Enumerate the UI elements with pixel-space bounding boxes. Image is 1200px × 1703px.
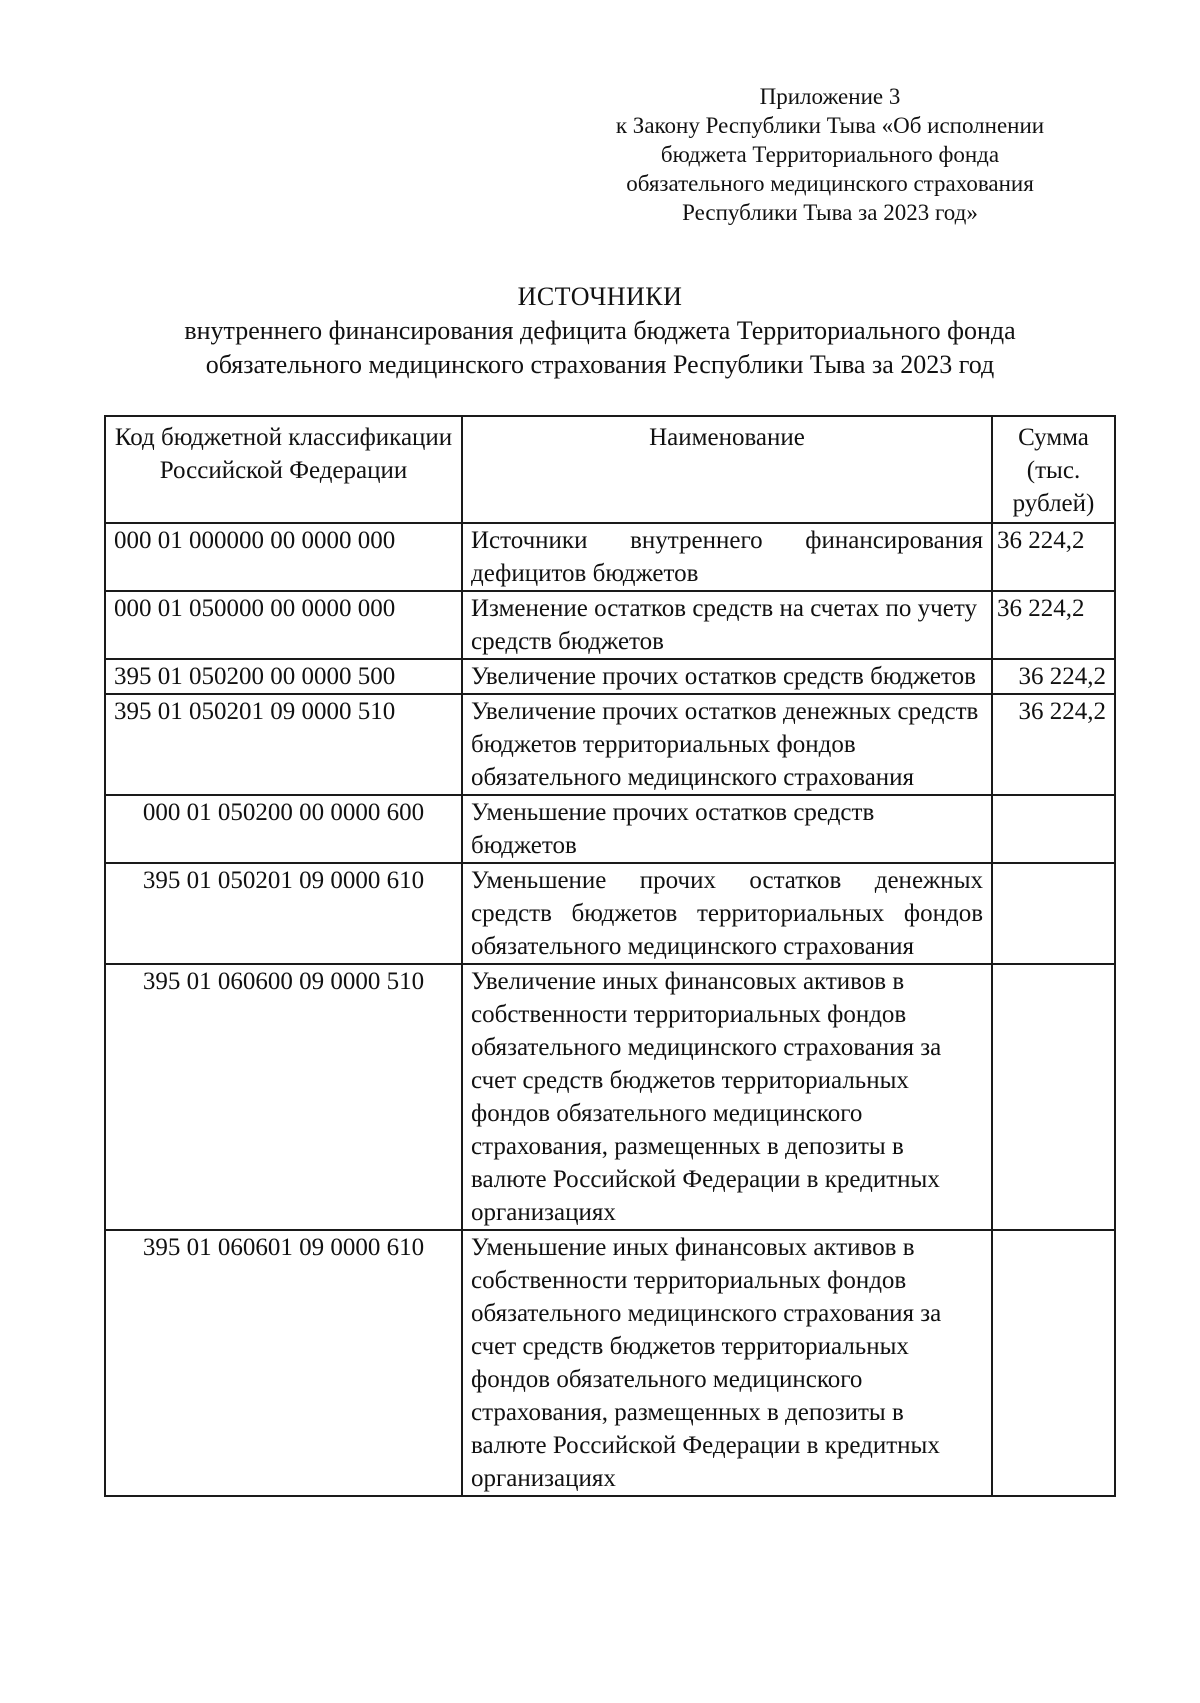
appendix-line: обязательного медицинского страхования [626, 171, 1034, 196]
row-name: Изменение остатков средств на счетах по учету средств бюджетов [462, 591, 992, 659]
appendix-line: бюджета Территориального фонда [660, 142, 1000, 167]
row-code: 395 01 060601 09 0000 610 [105, 1230, 462, 1496]
financing-sources-table [104, 415, 1116, 1497]
row-code: 395 01 050200 00 0000 500 [105, 659, 462, 694]
table-row [105, 694, 1115, 795]
row-name: Уменьшение иных финансовых активов в собственности территориальных фондов обязательного медицинского страхования за счет средств бюджетов территориальных фондов обязательного медицинского страхования, размещенных в депозиты в валюте Российской Федерации в кредитных организациях [462, 1230, 992, 1496]
table-row [105, 964, 1115, 1230]
row-sum [992, 795, 1115, 863]
appendix-line: к Закону Республики Тыва «Об исполнении [615, 113, 1045, 138]
title-main: ИСТОЧНИКИ [517, 282, 683, 311]
header-sum: Сумма (тыс. рублей) [992, 416, 1115, 523]
table-row [105, 1230, 1115, 1496]
row-sum: 36 224,2 [992, 591, 1115, 659]
row-name: Увеличение иных финансовых активов в собственности территориальных фондов обязательного медицинского страхования за счет средств бюджетов территориальных фондов обязательного медицинского страхования, размещенных в депозиты в валюте Российской Федерации в кредитных организациях [462, 964, 992, 1230]
row-code: 395 01 050201 09 0000 510 [105, 694, 462, 795]
row-name: Источники внутреннего финансирования дефицитов бюджетов [462, 523, 992, 591]
row-code: 000 01 000000 00 0000 000 [105, 523, 462, 591]
row-sum: 36 224,2 [992, 694, 1115, 795]
table-row [105, 591, 1115, 659]
title-subtitle-line: внутреннего финансирования дефицита бюджета Территориального фонда [184, 316, 1016, 345]
row-sum [992, 964, 1115, 1230]
table-row [105, 795, 1115, 863]
appendix-line: Республики Тыва за 2023 год» [682, 200, 978, 225]
table-row [105, 523, 1115, 591]
header-name: Наименование [462, 416, 992, 523]
row-code: 395 01 050201 09 0000 610 [105, 863, 462, 964]
row-sum [992, 863, 1115, 964]
row-name: Увеличение прочих остатков средств бюджетов [462, 659, 992, 694]
document-title [0, 280, 1200, 382]
appendix-heading [560, 82, 1100, 227]
table-row [105, 863, 1115, 964]
appendix-line: Приложение 3 [759, 84, 901, 109]
title-subtitle-line: обязательного медицинского страхования Республики Тыва за 2023 год [205, 350, 995, 379]
table-header-row [105, 416, 1115, 523]
row-code: 395 01 060600 09 0000 510 [105, 964, 462, 1230]
header-code: Код бюджетной классификации Российской Федерации [105, 416, 462, 523]
row-code: 000 01 050200 00 0000 600 [105, 795, 462, 863]
table-row [105, 659, 1115, 694]
row-sum: 36 224,2 [992, 523, 1115, 591]
row-code: 000 01 050000 00 0000 000 [105, 591, 462, 659]
row-sum: 36 224,2 [992, 659, 1115, 694]
row-sum [992, 1230, 1115, 1496]
row-name: Увеличение прочих остатков денежных средств бюджетов территориальных фондов обязательного медицинского страхования [462, 694, 992, 795]
row-name: Уменьшение прочих остатков средств бюджетов [462, 795, 992, 863]
row-name: Уменьшение прочих остатков денежных средств бюджетов территориальных фондов обязательного медицинского страхования [462, 863, 992, 964]
